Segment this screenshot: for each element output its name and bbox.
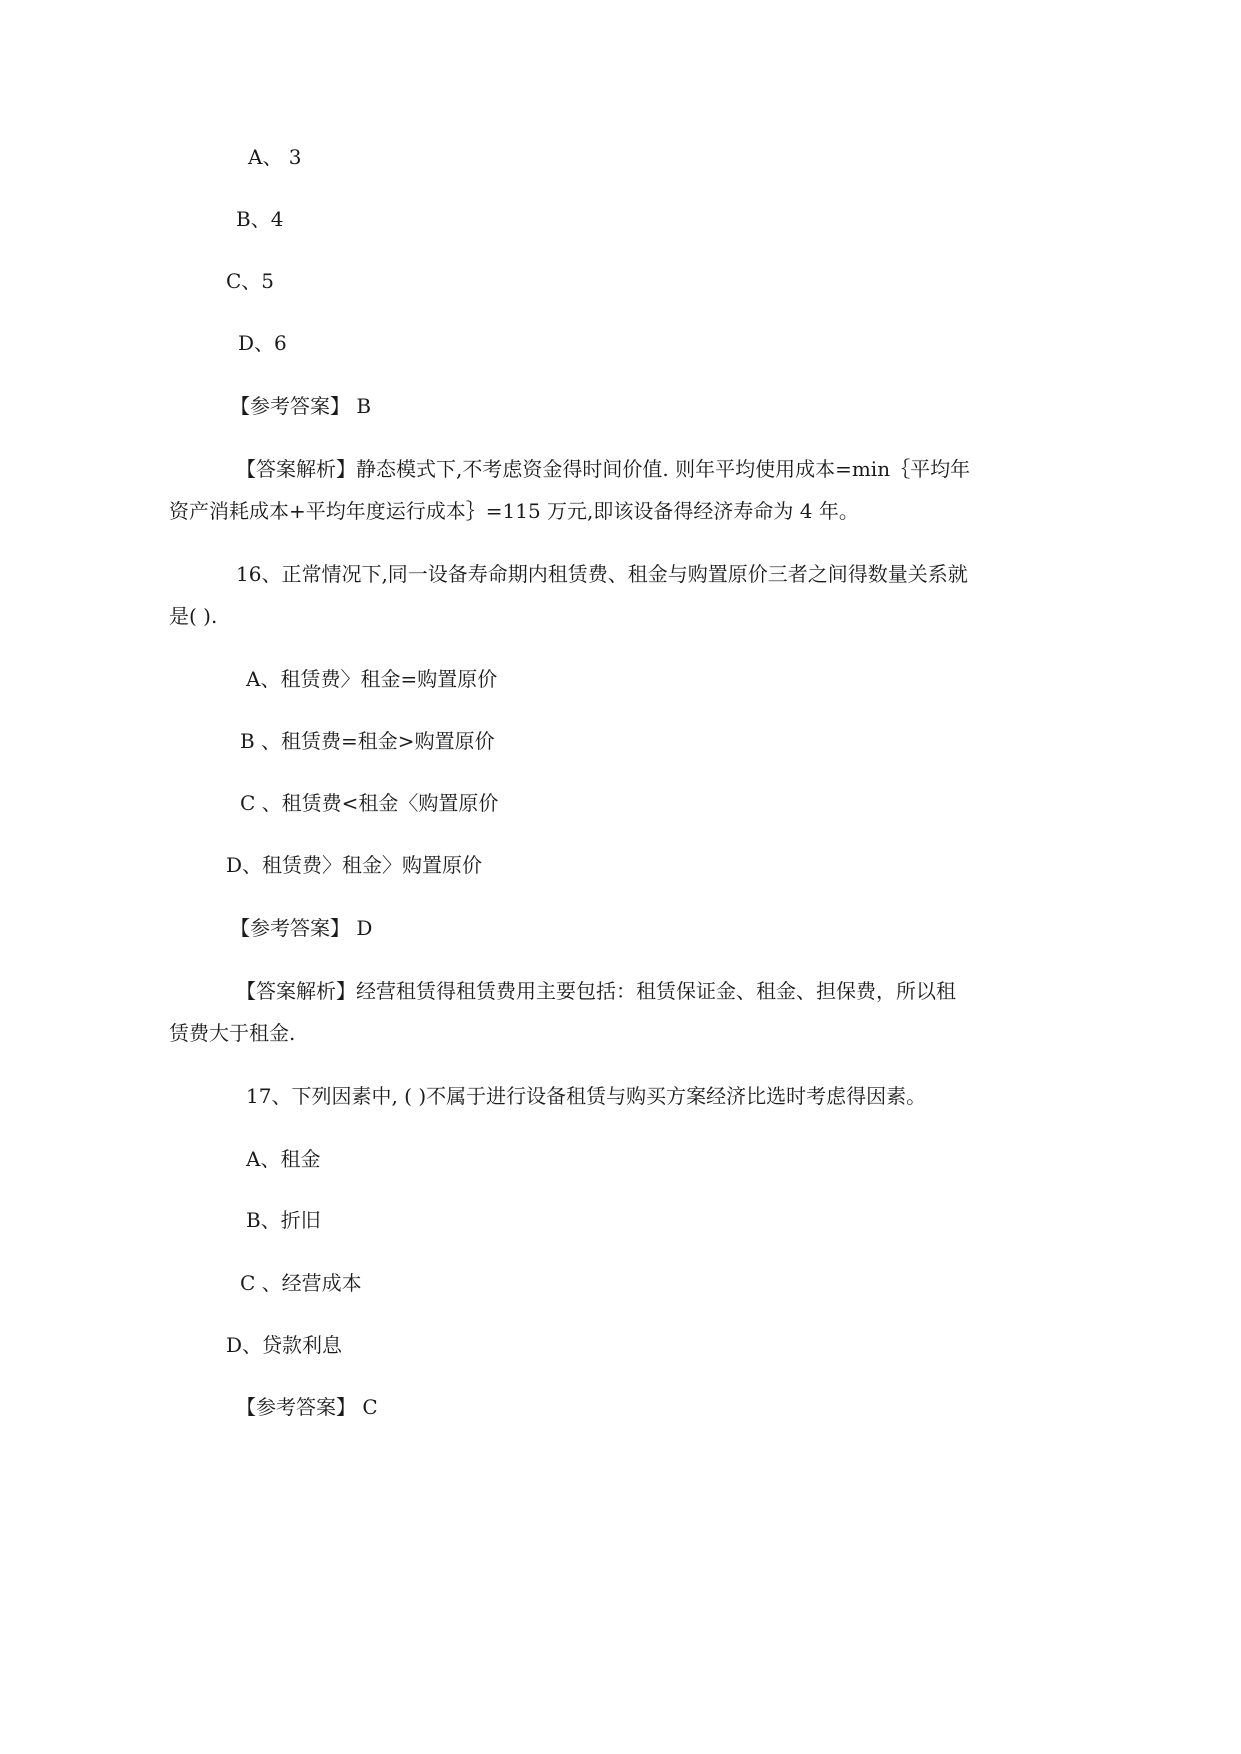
q16-option-d: D、租赁费〉租金〉购置原价	[226, 853, 483, 877]
q17-option-c: C 、经营成本	[240, 1271, 362, 1295]
q17-option-d: D、贷款利息	[226, 1333, 343, 1357]
q15-analysis-line-1: 【答案解析】静态模式下,不考虑资金得时间价值. 则年平均使用成本=min｛平均年	[236, 457, 971, 481]
q16-answer: 【参考答案】 D	[230, 916, 373, 940]
q17-answer: 【参考答案】 C	[236, 1395, 378, 1419]
q17-question: 17、下列因素中, ( )不属于进行设备租赁与购买方案经济比选时考虑得因素。	[246, 1084, 927, 1108]
q16-question-line-2: 是( ).	[169, 604, 218, 628]
q15-option-d: D、6	[238, 331, 287, 355]
q15-answer: 【参考答案】 B	[230, 394, 372, 418]
q16-option-b: B 、租赁费=租金>购置原价	[240, 729, 495, 753]
q15-option-b: B、4	[236, 207, 284, 231]
q15-option-a: A、 3	[248, 145, 302, 169]
q17-option-a: A、租金	[246, 1147, 321, 1171]
q16-question-line-1: 16、正常情况下,同一设备寿命期内租赁费、租金与购置原价三者之间得数量关系就	[236, 562, 968, 586]
q16-option-c: C 、租赁费<租金〈购置原价	[240, 791, 499, 815]
q16-analysis-line-1: 【答案解析】经营租赁得租赁费用主要包括：租赁保证金、租金、担保费，所以租	[236, 979, 956, 1003]
q17-option-b: B、折旧	[246, 1208, 321, 1232]
q16-option-a: A、租赁费〉租金=购置原价	[246, 667, 498, 691]
q15-option-c: C、5	[226, 269, 275, 293]
q16-analysis-line-2: 赁费大于租金.	[169, 1021, 296, 1045]
q15-analysis-line-2: 资产消耗成本+平均年度运行成本｝=115 万元,即该设备得经济寿命为 4 年。	[169, 499, 859, 523]
